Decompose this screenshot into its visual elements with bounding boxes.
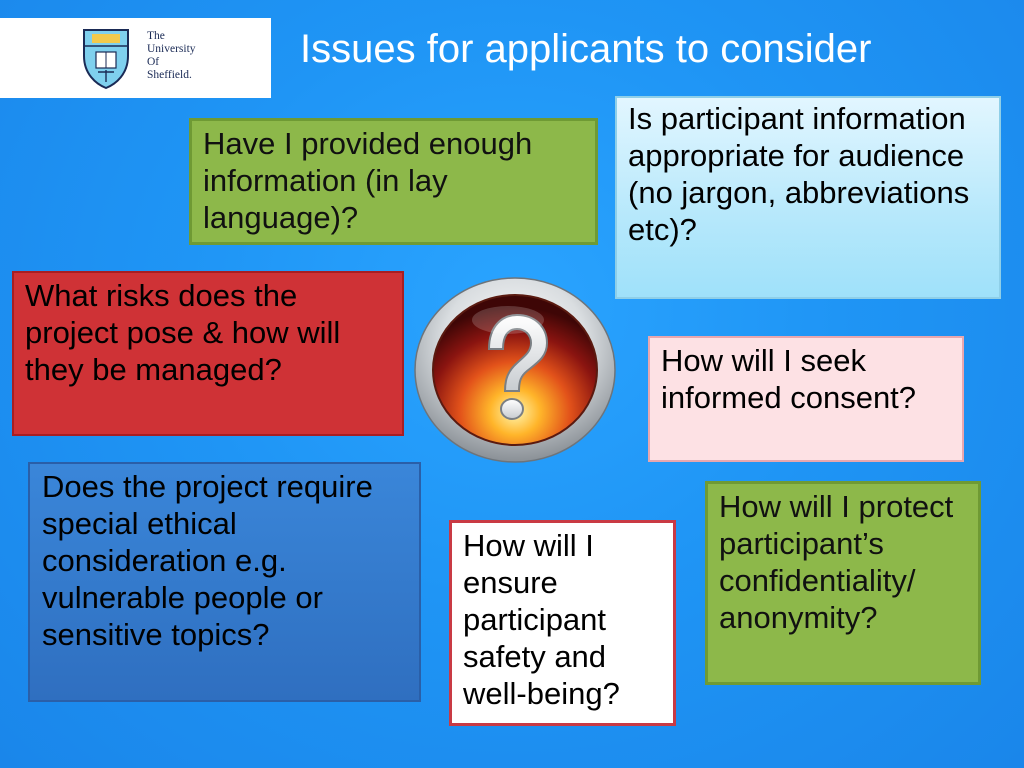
university-crest-icon bbox=[78, 26, 134, 90]
logo-line: The bbox=[147, 30, 165, 42]
informed-consent-box: How will I seek informed consent? bbox=[648, 336, 964, 462]
university-name bbox=[147, 30, 196, 82]
university-logo bbox=[0, 18, 271, 98]
lay-language-box: Have I provided enough information (in lay language)? bbox=[189, 118, 598, 245]
logo-line: Of bbox=[147, 56, 160, 68]
question-mark-icon bbox=[413, 275, 618, 465]
participant-info-box: Is participant information appropriate for audience (no jargon, abbreviations etc)? bbox=[615, 96, 1001, 299]
confidentiality-box: How will I protect participant’s confidentiality/ anonymity? bbox=[705, 481, 981, 685]
participant-safety-box: How will I ensure participant safety and well-being? bbox=[449, 520, 676, 726]
logo-line: Sheffield. bbox=[147, 69, 192, 81]
logo-line: University bbox=[147, 43, 196, 55]
risks-box: What risks does the project pose & how will they be managed? bbox=[12, 271, 404, 436]
special-consideration-box: Does the project require special ethical consideration e.g. vulnerable people or sensitive topics? bbox=[28, 462, 421, 702]
page-title: Issues for applicants to consider bbox=[300, 27, 872, 71]
